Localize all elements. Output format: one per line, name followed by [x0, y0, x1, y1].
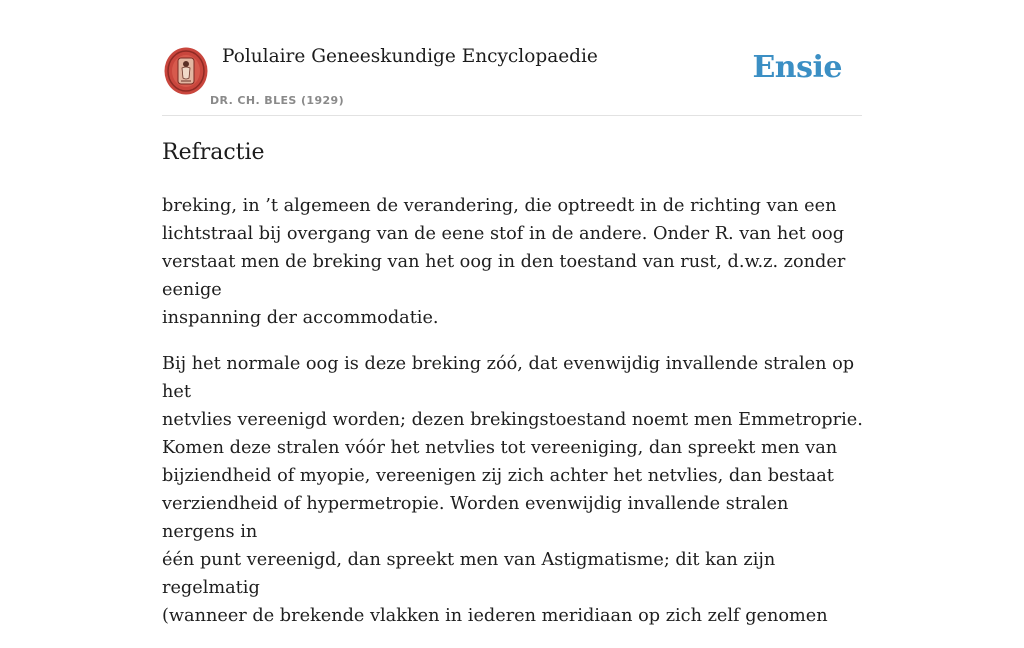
- entry-title: Refractie: [162, 140, 265, 165]
- paragraph: Bij het normale oog is deze breking zóó, dat evenwijdig invallende stralen op het netvlies vereenigd worden; dezen brekingstoestand noemt men Emmetroprie. Komen deze stralen vóór het netvlies tot vereeniging, dan spreekt men van bijziendheid of myopie, vereenigen zij zich achter het netvlies, dan bestaat verziendheid of hypermetropie. Worden evenwijdig invallende stralen nergens in één punt vereenigd, dan spreekt men van Astigmatisme; dit kan zijn regelmatig (wanneer de brekende vlakken in iederen meridiaan op zich zelf genomen: [162, 354, 863, 626]
- paragraph: breking, in ’t algemeen de verandering, die optreedt in de richting van een lichtstraal bij overgang van de eene stof in de andere. Onder R. van het oog verstaat men de breking van het oog in den toestand van rust, d.w.z. zonder eenige inspanning der accommodatie.: [162, 196, 846, 328]
- header: [162, 40, 862, 116]
- book-author: DR. CH. BLES (1929): [210, 94, 345, 107]
- book-title[interactable]: Polulaire Geneeskundige Encyclopaedie: [222, 46, 598, 67]
- article-body: [162, 192, 866, 648]
- book-cover-icon[interactable]: [164, 47, 208, 95]
- page-container: [162, 0, 863, 626]
- brand-logo[interactable]: Ensie: [752, 50, 842, 85]
